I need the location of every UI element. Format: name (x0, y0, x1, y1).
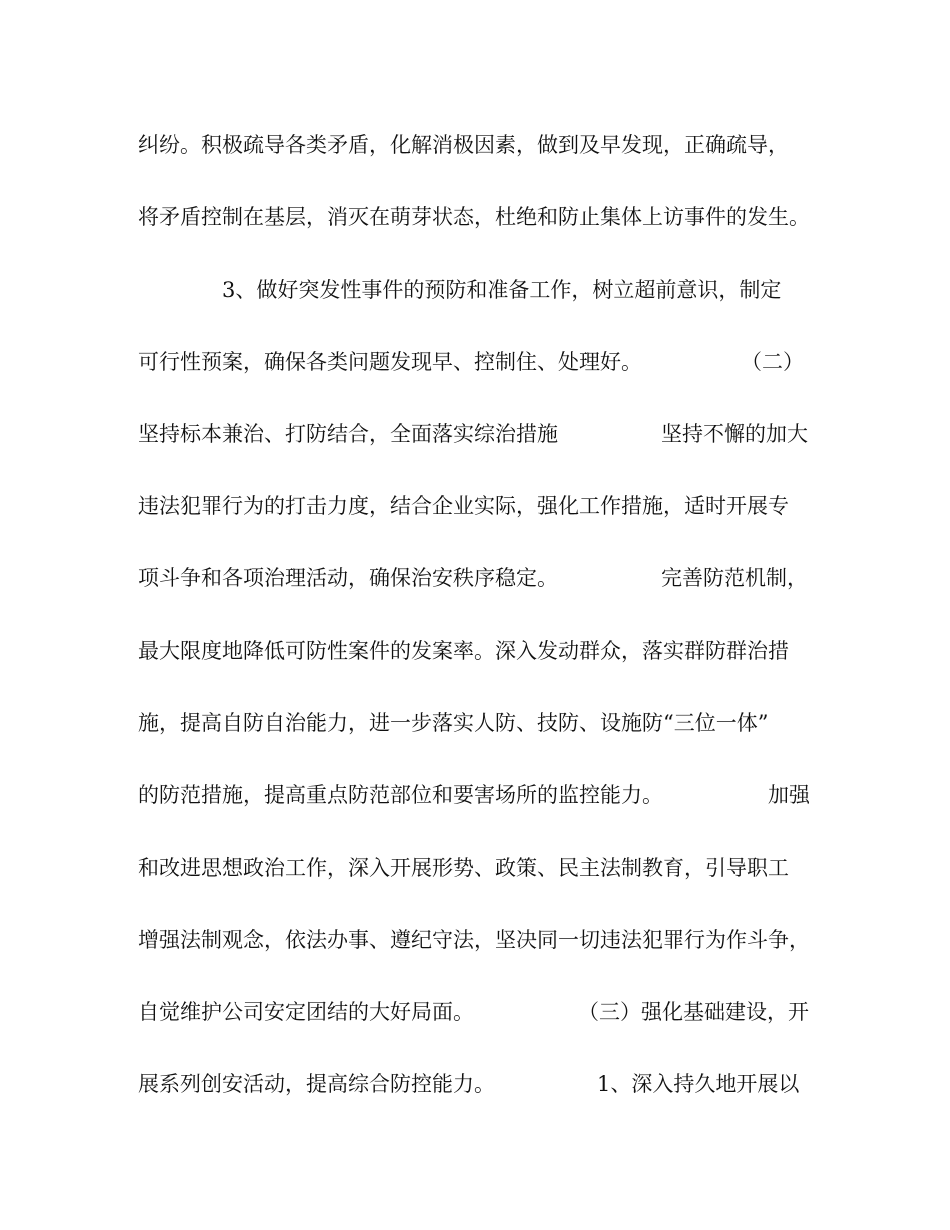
text-segment: 坚持标本兼治、打防结合，全面落实综治措施 (138, 422, 558, 446)
text-segment: 的防范措施，提高重点防范部位和要害场所的监控能力。 (138, 783, 663, 807)
text-line (138, 631, 828, 671)
text-segment: （二） (741, 350, 804, 374)
text-line (138, 342, 828, 382)
text-segment: 3、做好突发性事件的预防和准备工作，树立超前意识，制定 (222, 278, 782, 302)
text-segment: 自觉维护公司安定团结的大好局面。 (138, 1000, 474, 1024)
text-segment: 将矛盾控制在基层，消灭在萌芽状态，杜绝和防止集体上访事件的发生。 (138, 205, 810, 229)
text-segment: 1、深入持久地开展以 (597, 1072, 800, 1096)
text-line (138, 125, 828, 165)
text-segment: 违法犯罪行为的打击力度，结合企业实际，强化工作措施，适时开展专 (138, 494, 789, 518)
text-segment: 展系列创安活动，提高综合防控能力。 (138, 1072, 495, 1096)
text-line (138, 703, 828, 743)
text-segment: 可行性预案，确保各类问题发现早、控制住、处理好。 (138, 350, 642, 374)
text-segment: 项斗争和各项治理活动，确保治安秩序稳定。 (138, 566, 558, 590)
text-line (138, 775, 828, 815)
text-line (138, 197, 828, 237)
text-line (138, 848, 828, 888)
text-segment: 最大限度地降低可防性案件的发案率。深入发动群众，落实群防群治措 (138, 639, 789, 663)
text-segment: （三）强化基础建设，开 (578, 1000, 809, 1024)
text-segment: 纠纷。积极疏导各类矛盾，化解消极因素，做到及早发现，正确疏导， (138, 133, 789, 157)
text-segment: 加强 (768, 783, 810, 807)
text-line (138, 558, 828, 598)
text-segment: 完善防范机制， (661, 566, 808, 590)
text-segment: 坚持不懈的加大 (661, 422, 808, 446)
text-line (138, 414, 828, 454)
text-line (138, 486, 828, 526)
text-line (138, 1064, 828, 1104)
text-segment: 增强法制观念，依法办事、遵纪守法，坚决同一切违法犯罪行为作斗争， (138, 928, 810, 952)
text-line (138, 992, 828, 1032)
text-segment: 施，提高自防自治能力，进一步落实人防、技防、设施防“三位一体” (138, 711, 769, 735)
text-line (138, 270, 828, 310)
text-line (138, 920, 828, 960)
text-segment: 和改进思想政治工作，深入开展形势、政策、民主法制教育，引导职工 (138, 856, 789, 880)
